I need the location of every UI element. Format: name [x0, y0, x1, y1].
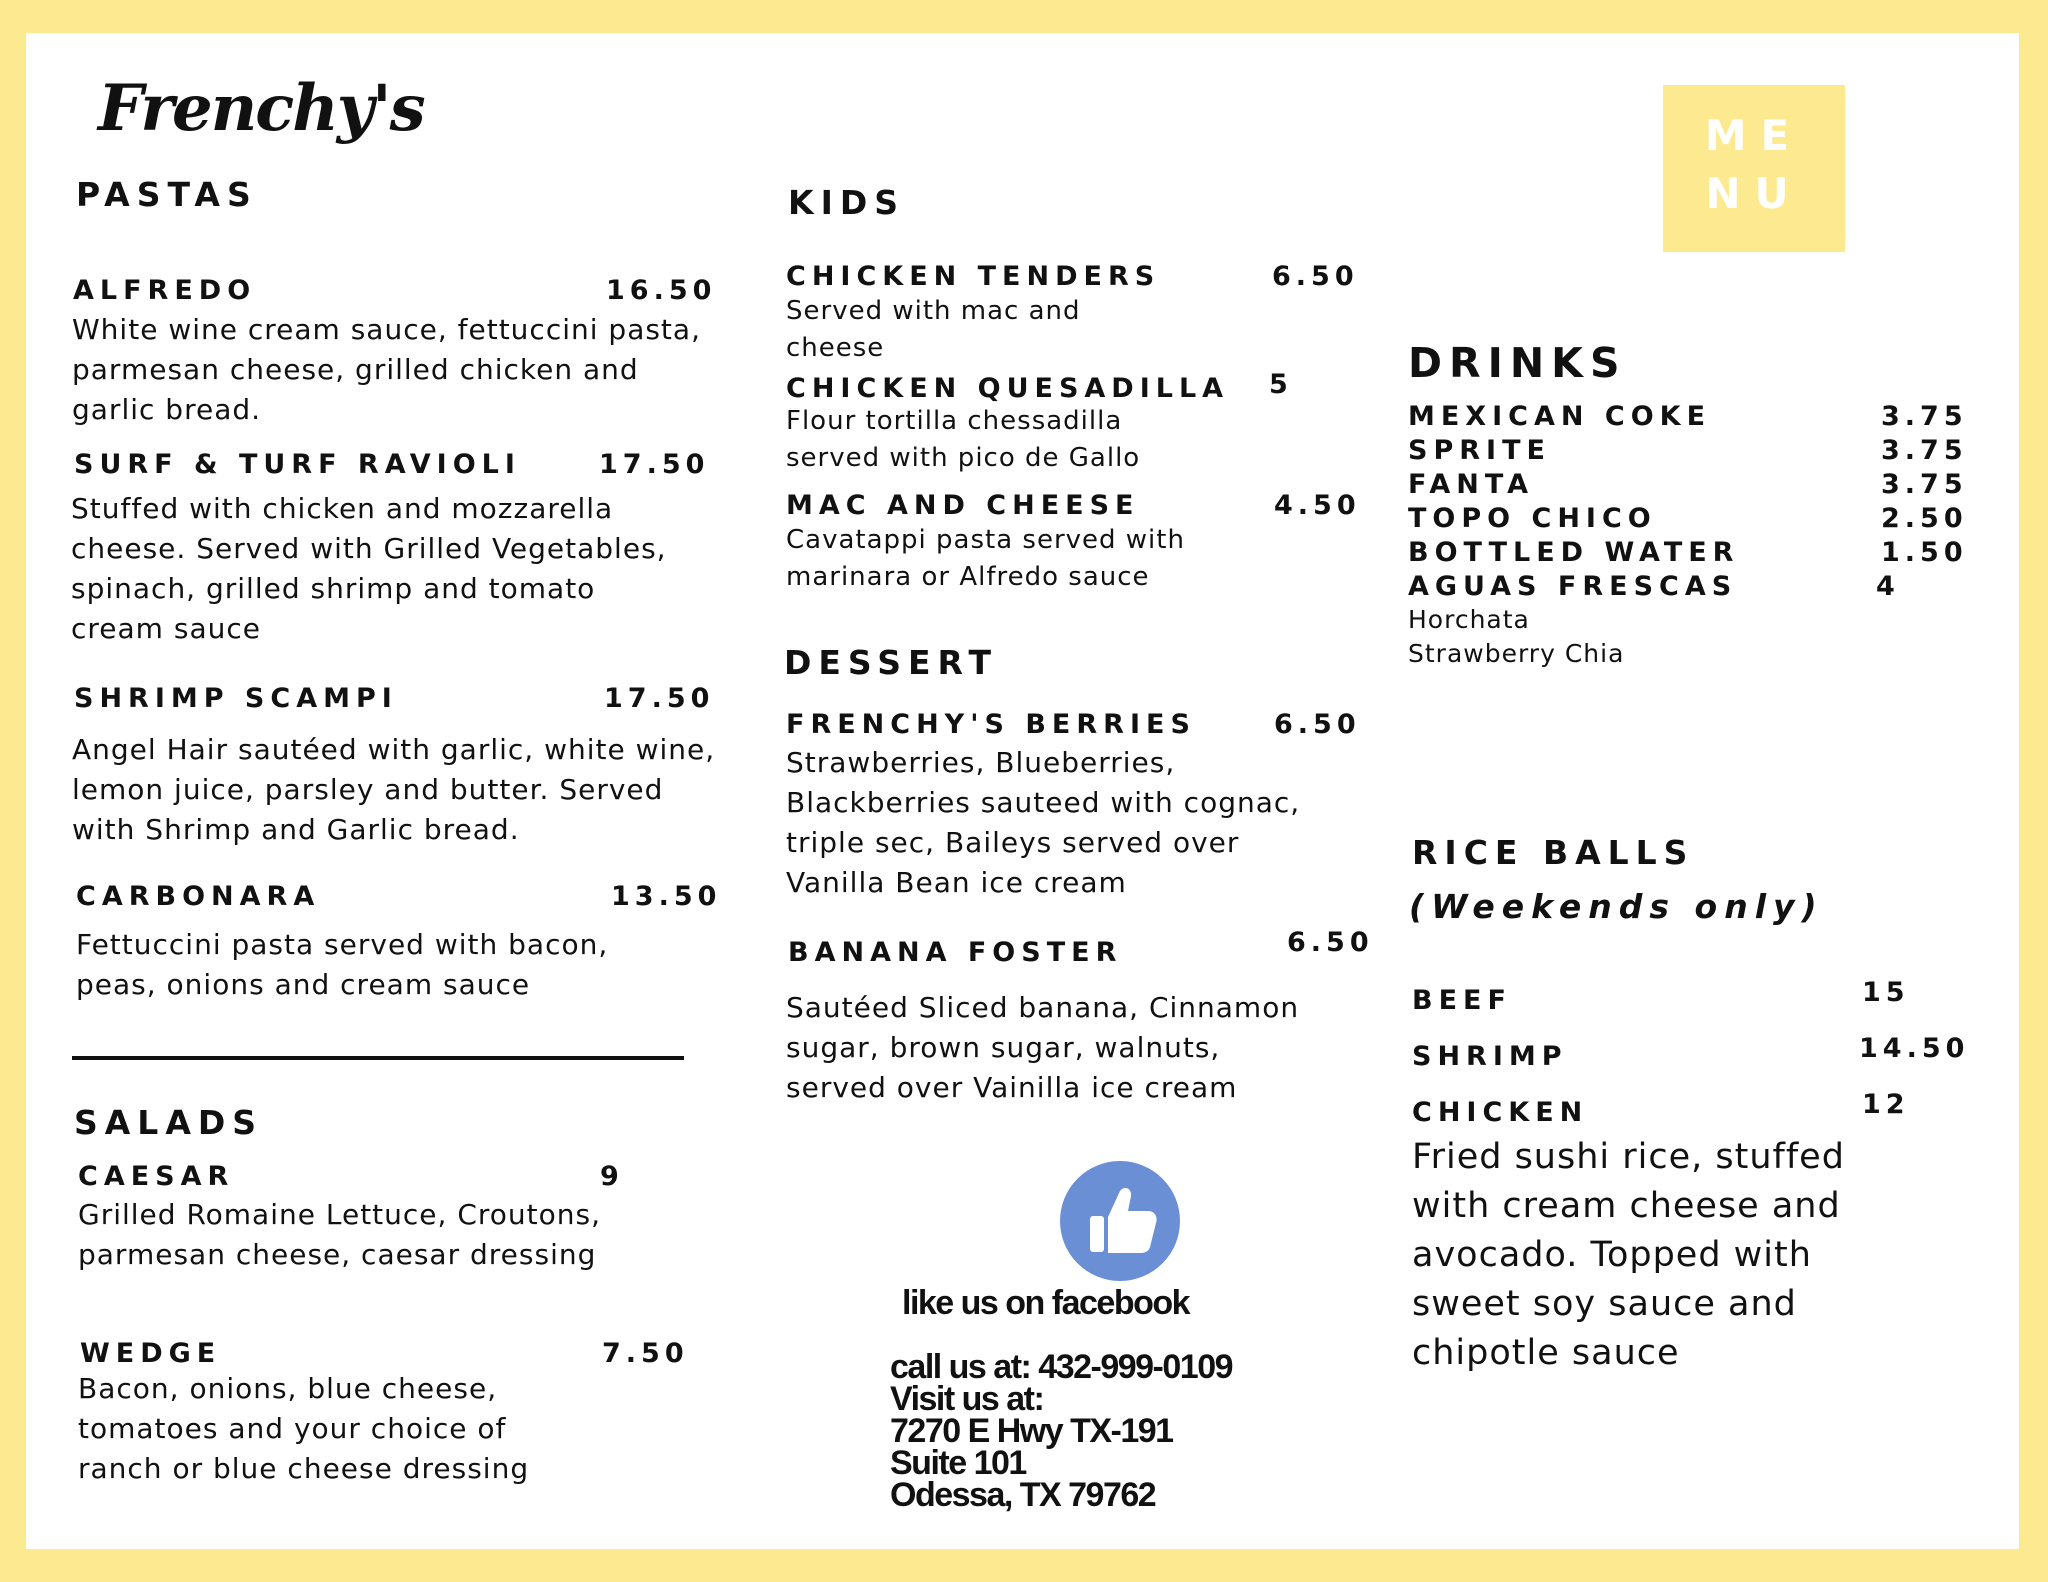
- salad-item-desc: Grilled Romaine Lettuce, Croutons, parmesan cheese, caesar dressing: [78, 1198, 601, 1271]
- pasta-item-name: CARBONARA: [76, 881, 321, 912]
- dessert-item-desc: Sautéed Sliced banana, Cinnamon sugar, brown sugar, walnuts, served over Vainilla ice cream: [786, 991, 1300, 1104]
- salad-item-price: 7.50: [602, 1338, 689, 1369]
- rice-balls-desc: Fried sushi rice, stuffed with cream cheese and avocado. Topped with sweet soy sauce and chipotle sauce: [1412, 1137, 1845, 1373]
- kids-item-desc: Cavatappi pasta served with marinara or Alfredo sauce: [786, 525, 1185, 592]
- kids-item-price: 6.50: [1272, 261, 1359, 292]
- section-divider: [72, 1056, 684, 1060]
- restaurant-logo: Frenchy's: [98, 71, 424, 146]
- phone-number: call us at: 432-999-0109: [890, 1348, 1233, 1386]
- rice-ball-item-name: SHRIMP: [1412, 1041, 1568, 1072]
- pasta-item-name: SURF & TURF RAVIOLI: [74, 449, 521, 480]
- menu-badge-line2: NU: [1705, 169, 1803, 218]
- facebook-link[interactable]: like us on facebook: [902, 1284, 1190, 1322]
- drink-item-price: 1.50: [1881, 537, 1968, 568]
- address-line3: Odessa, TX 79762: [890, 1476, 1156, 1514]
- pasta-item-price: 17.50: [599, 449, 710, 480]
- dessert-item-price: 6.50: [1287, 927, 1374, 958]
- drink-item-name: FANTA: [1408, 469, 1535, 500]
- kids-item-price: 4.50: [1274, 490, 1361, 521]
- pasta-item-desc: Angel Hair sautéed with garlic, white wine, lemon juice, parsley and butter. Served with Shrimp and Garlic bread.: [72, 733, 716, 846]
- dessert-heading: DESSERT: [784, 643, 998, 682]
- pasta-item-desc: Stuffed with chicken and mozzarella cheese. Served with Grilled Vegetables, spinach, grilled shrimp and tomato cream sauce: [71, 492, 667, 645]
- pasta-item-price: 13.50: [611, 881, 722, 912]
- pasta-item-name: SHRIMP SCAMPI: [74, 683, 398, 714]
- pasta-item-name: ALFREDO: [73, 275, 257, 306]
- dessert-item-name: FRENCHY'S BERRIES: [786, 709, 1196, 740]
- kids-item-desc: Served with mac and cheese: [786, 296, 1081, 363]
- kids-item-price: 5: [1269, 369, 1293, 400]
- thumbs-up-icon: [1060, 1161, 1180, 1281]
- dessert-item-desc: Strawberries, Blueberries, Blackberries sauteed with cognac, triple sec, Baileys served over Vanilla Bean ice cream: [786, 746, 1301, 899]
- rice-ball-item-price: 15: [1862, 977, 1910, 1008]
- visit-label: Visit us at:: [890, 1380, 1044, 1418]
- pasta-item-price: 16.50: [606, 275, 717, 306]
- salad-item-desc: Bacon, onions, blue cheese, tomatoes and your choice of ranch or blue cheese dressing: [78, 1372, 530, 1485]
- rice-ball-item-name: CHICKEN: [1412, 1097, 1589, 1128]
- menu-page: [26, 33, 2019, 1549]
- drink-item-price: 3.75: [1881, 435, 1968, 466]
- drink-item-name: AGUAS FRESCAS: [1408, 571, 1738, 602]
- drink-flavor: Strawberry Chia: [1408, 639, 1625, 668]
- salads-heading: SALADS: [74, 1103, 264, 1142]
- dessert-item-price: 6.50: [1274, 709, 1361, 740]
- kids-item-name: MAC AND CHEESE: [786, 490, 1140, 521]
- drinks-heading: DRINKS: [1408, 339, 1627, 387]
- kids-heading: KIDS: [788, 183, 906, 222]
- drink-item-name: TOPO CHICO: [1408, 503, 1657, 534]
- drink-item-name: BOTTLED WATER: [1408, 537, 1740, 568]
- dessert-item-name: BANANA FOSTER: [788, 937, 1123, 968]
- salad-item-name: CAESAR: [78, 1161, 235, 1192]
- pasta-item-desc: Fettuccini pasta served with bacon, peas, onions and cream sauce: [76, 928, 609, 1001]
- rice-ball-item-price: 14.50: [1859, 1033, 1970, 1064]
- address-line1: 7270 E Hwy TX-191: [890, 1412, 1173, 1450]
- kids-item-name: CHICKEN QUESADILLA: [786, 373, 1230, 404]
- salad-item-price: 9: [600, 1161, 624, 1192]
- drink-item-price: 4: [1876, 571, 1900, 602]
- kids-item-name: CHICKEN TENDERS: [786, 261, 1161, 292]
- drink-item-price: 2.50: [1881, 503, 1968, 534]
- drink-flavor: Horchata: [1408, 605, 1530, 634]
- pasta-item-price: 17.50: [604, 683, 715, 714]
- facebook-like-button[interactable]: [1060, 1161, 1180, 1281]
- drink-item-price: 3.75: [1881, 401, 1968, 432]
- rice-balls-heading: RICE BALLS: [1412, 833, 1695, 872]
- rice-ball-item-name: BEEF: [1412, 985, 1512, 1016]
- address-line2: Suite 101: [890, 1444, 1026, 1482]
- salad-item-name: WEDGE: [80, 1338, 222, 1369]
- pastas-heading: PASTAS: [76, 175, 258, 214]
- menu-badge: [1663, 85, 1845, 252]
- kids-item-desc: Flour tortilla chessadilla served with pico de Gallo: [786, 406, 1141, 473]
- rice-balls-subtitle: (Weekends only): [1409, 887, 1824, 926]
- drink-item-name: MEXICAN COKE: [1408, 401, 1712, 432]
- menu-badge-line1: ME: [1704, 111, 1804, 160]
- drink-item-name: SPRITE: [1408, 435, 1551, 466]
- pasta-item-desc: White wine cream sauce, fettuccini pasta, parmesan cheese, grilled chicken and garlic bread.: [72, 313, 701, 426]
- drink-item-price: 3.75: [1881, 469, 1968, 500]
- rice-ball-item-price: 12: [1862, 1089, 1910, 1120]
